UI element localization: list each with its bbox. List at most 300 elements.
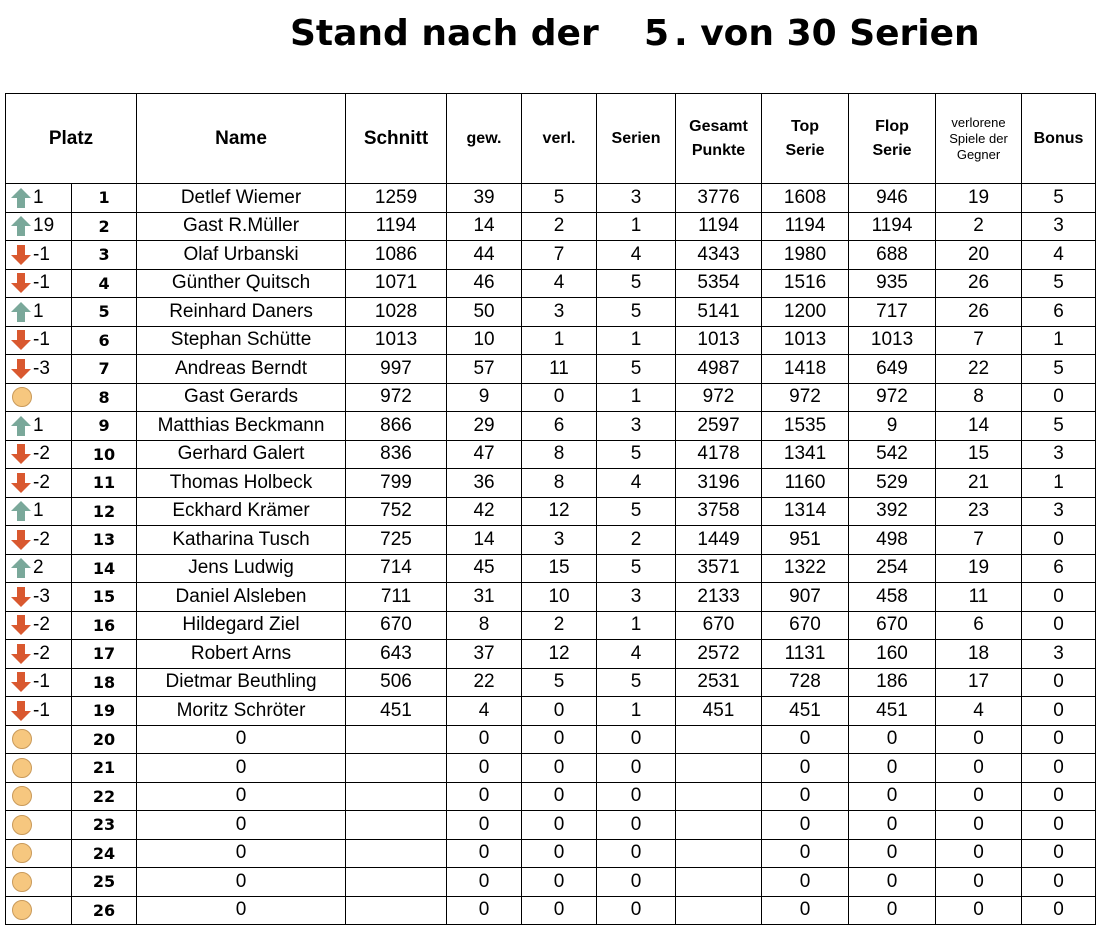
top-cell: 1341 bbox=[762, 440, 849, 469]
gesamt-cell: 1013 bbox=[676, 326, 762, 355]
arrow-down-icon bbox=[10, 272, 32, 294]
trend-value: -2 bbox=[33, 528, 50, 550]
verlorene-cell: 15 bbox=[936, 440, 1022, 469]
gesamt-cell: 1449 bbox=[676, 526, 762, 555]
gesamt-cell: 670 bbox=[676, 611, 762, 640]
verlorene-cell: 7 bbox=[936, 326, 1022, 355]
rank-cell: 22 bbox=[72, 782, 137, 811]
rank-cell: 14 bbox=[72, 554, 137, 583]
bonus-cell: 0 bbox=[1022, 526, 1096, 555]
table-row bbox=[6, 640, 1096, 669]
name-cell: Matthias Beckmann bbox=[137, 412, 346, 441]
gesamt-cell: 3776 bbox=[676, 184, 762, 213]
title-text: Stand nach der bbox=[290, 13, 599, 54]
schnitt-cell: 451 bbox=[346, 697, 447, 726]
flop-cell: 972 bbox=[849, 383, 936, 412]
arrow-down-icon bbox=[10, 472, 32, 494]
serien-cell: 5 bbox=[597, 554, 676, 583]
top-cell: 1160 bbox=[762, 469, 849, 498]
trend-value: 1 bbox=[33, 186, 44, 208]
serien-cell: 1 bbox=[597, 383, 676, 412]
trend-cell bbox=[6, 782, 72, 811]
gew-cell: 0 bbox=[447, 725, 522, 754]
rank-cell: 11 bbox=[72, 469, 137, 498]
header-verlorene-line1: verlorene bbox=[951, 114, 1006, 130]
gew-cell: 37 bbox=[447, 640, 522, 669]
rank-cell: 13 bbox=[72, 526, 137, 555]
verl-cell: 4 bbox=[522, 269, 597, 298]
serien-cell: 5 bbox=[597, 269, 676, 298]
top-cell: 728 bbox=[762, 668, 849, 697]
name-cell: Gast R.Müller bbox=[137, 212, 346, 241]
table-row bbox=[6, 355, 1096, 384]
name-cell: Gerhard Galert bbox=[137, 440, 346, 469]
schnitt-cell bbox=[346, 754, 447, 783]
gesamt-cell: 4987 bbox=[676, 355, 762, 384]
schnitt-cell bbox=[346, 868, 447, 897]
gesamt-cell bbox=[676, 754, 762, 783]
name-cell: Robert Arns bbox=[137, 640, 346, 669]
title-total-series: . von 30 Serien bbox=[674, 13, 980, 54]
name-cell: 0 bbox=[137, 811, 346, 840]
top-cell: 1194 bbox=[762, 212, 849, 241]
gew-cell: 57 bbox=[447, 355, 522, 384]
rank-cell: 6 bbox=[72, 326, 137, 355]
gew-cell: 46 bbox=[447, 269, 522, 298]
verl-cell: 0 bbox=[522, 725, 597, 754]
rank-cell: 25 bbox=[72, 868, 137, 897]
verlorene-cell: 11 bbox=[936, 583, 1022, 612]
gesamt-cell bbox=[676, 811, 762, 840]
serien-cell: 4 bbox=[597, 241, 676, 270]
trend-cell bbox=[6, 697, 72, 726]
bonus-cell: 0 bbox=[1022, 725, 1096, 754]
gew-cell: 0 bbox=[447, 782, 522, 811]
schnitt-cell: 1013 bbox=[346, 326, 447, 355]
verlorene-cell: 19 bbox=[936, 184, 1022, 213]
verl-cell: 3 bbox=[522, 298, 597, 327]
verl-cell: 11 bbox=[522, 355, 597, 384]
trend-cell bbox=[6, 355, 72, 384]
gew-cell: 8 bbox=[447, 611, 522, 640]
top-cell: 0 bbox=[762, 896, 849, 925]
verl-cell: 0 bbox=[522, 868, 597, 897]
trend-value: 19 bbox=[33, 215, 55, 237]
flop-cell: 9 bbox=[849, 412, 936, 441]
schnitt-cell: 1086 bbox=[346, 241, 447, 270]
top-cell: 0 bbox=[762, 754, 849, 783]
gesamt-cell: 2572 bbox=[676, 640, 762, 669]
verl-cell: 5 bbox=[522, 668, 597, 697]
table-row bbox=[6, 896, 1096, 925]
trend-cell bbox=[6, 611, 72, 640]
schnitt-cell bbox=[346, 782, 447, 811]
gew-cell: 0 bbox=[447, 868, 522, 897]
schnitt-cell: 752 bbox=[346, 497, 447, 526]
top-cell: 1322 bbox=[762, 554, 849, 583]
gew-cell: 22 bbox=[447, 668, 522, 697]
bonus-cell: 0 bbox=[1022, 811, 1096, 840]
verl-cell: 0 bbox=[522, 896, 597, 925]
serien-cell: 5 bbox=[597, 355, 676, 384]
gew-cell: 50 bbox=[447, 298, 522, 327]
header-serien: Serien bbox=[597, 94, 676, 184]
name-cell: Stephan Schütte bbox=[137, 326, 346, 355]
flop-cell: 186 bbox=[849, 668, 936, 697]
serien-cell: 5 bbox=[597, 298, 676, 327]
header-name: Name bbox=[137, 94, 346, 184]
top-cell: 1131 bbox=[762, 640, 849, 669]
verlorene-cell: 23 bbox=[936, 497, 1022, 526]
verlorene-cell: 4 bbox=[936, 697, 1022, 726]
table-row bbox=[6, 469, 1096, 498]
trend-cell bbox=[6, 497, 72, 526]
unchanged-dot-icon bbox=[12, 872, 32, 892]
gesamt-cell bbox=[676, 782, 762, 811]
schnitt-cell: 836 bbox=[346, 440, 447, 469]
gew-cell: 10 bbox=[447, 326, 522, 355]
serien-cell: 0 bbox=[597, 839, 676, 868]
verlorene-cell: 18 bbox=[936, 640, 1022, 669]
trend-value: -3 bbox=[33, 585, 50, 607]
rank-cell: 15 bbox=[72, 583, 137, 612]
rank-cell: 2 bbox=[72, 212, 137, 241]
gew-cell: 31 bbox=[447, 583, 522, 612]
table-row bbox=[6, 811, 1096, 840]
gesamt-cell: 2597 bbox=[676, 412, 762, 441]
name-cell: 0 bbox=[137, 839, 346, 868]
gesamt-cell: 3758 bbox=[676, 497, 762, 526]
verlorene-cell: 0 bbox=[936, 868, 1022, 897]
serien-cell: 5 bbox=[597, 668, 676, 697]
verl-cell: 12 bbox=[522, 497, 597, 526]
table-row bbox=[6, 611, 1096, 640]
standings-table bbox=[5, 93, 1096, 925]
title-series-number: 5 bbox=[644, 13, 670, 54]
trend-cell bbox=[6, 811, 72, 840]
rank-cell: 1 bbox=[72, 184, 137, 213]
schnitt-cell bbox=[346, 896, 447, 925]
verl-cell: 15 bbox=[522, 554, 597, 583]
gesamt-cell bbox=[676, 868, 762, 897]
serien-cell: 3 bbox=[597, 412, 676, 441]
bonus-cell: 6 bbox=[1022, 554, 1096, 583]
unchanged-dot-icon bbox=[12, 758, 32, 778]
top-cell: 1418 bbox=[762, 355, 849, 384]
table-row bbox=[6, 526, 1096, 555]
arrow-up-icon bbox=[10, 500, 32, 522]
arrow-down-icon bbox=[10, 614, 32, 636]
schnitt-cell: 997 bbox=[346, 355, 447, 384]
schnitt-cell: 711 bbox=[346, 583, 447, 612]
name-cell: Eckhard Krämer bbox=[137, 497, 346, 526]
verlorene-cell: 0 bbox=[936, 725, 1022, 754]
gew-cell: 36 bbox=[447, 469, 522, 498]
verlorene-cell: 0 bbox=[936, 754, 1022, 783]
schnitt-cell: 1259 bbox=[346, 184, 447, 213]
bonus-cell: 3 bbox=[1022, 212, 1096, 241]
header-verlorene-spiele bbox=[936, 94, 1022, 184]
gew-cell: 0 bbox=[447, 754, 522, 783]
serien-cell: 3 bbox=[597, 184, 676, 213]
top-cell: 451 bbox=[762, 697, 849, 726]
bonus-cell: 0 bbox=[1022, 782, 1096, 811]
verl-cell: 0 bbox=[522, 782, 597, 811]
trend-value: 2 bbox=[33, 557, 44, 579]
verlorene-cell: 14 bbox=[936, 412, 1022, 441]
table-row bbox=[6, 241, 1096, 270]
top-cell: 1314 bbox=[762, 497, 849, 526]
top-cell: 1200 bbox=[762, 298, 849, 327]
verl-cell: 0 bbox=[522, 697, 597, 726]
trend-cell bbox=[6, 269, 72, 298]
name-cell: Jens Ludwig bbox=[137, 554, 346, 583]
bonus-cell: 0 bbox=[1022, 697, 1096, 726]
table-row bbox=[6, 212, 1096, 241]
header-gew: gew. bbox=[447, 94, 522, 184]
name-cell: Reinhard Daners bbox=[137, 298, 346, 327]
header-flop-line2: Serie bbox=[872, 141, 912, 159]
verl-cell: 12 bbox=[522, 640, 597, 669]
schnitt-cell: 972 bbox=[346, 383, 447, 412]
header-verlorene-line2: Spiele der bbox=[949, 130, 1008, 146]
trend-cell bbox=[6, 725, 72, 754]
verlorene-cell: 0 bbox=[936, 811, 1022, 840]
serien-cell: 0 bbox=[597, 782, 676, 811]
top-cell: 972 bbox=[762, 383, 849, 412]
table-row bbox=[6, 412, 1096, 441]
table-row bbox=[6, 298, 1096, 327]
trend-cell bbox=[6, 440, 72, 469]
arrow-down-icon bbox=[10, 329, 32, 351]
bonus-cell: 6 bbox=[1022, 298, 1096, 327]
table-row bbox=[6, 697, 1096, 726]
schnitt-cell: 1194 bbox=[346, 212, 447, 241]
arrow-up-icon bbox=[10, 215, 32, 237]
trend-value: -1 bbox=[33, 243, 50, 265]
trend-cell bbox=[6, 896, 72, 925]
name-cell: 0 bbox=[137, 868, 346, 897]
rank-cell: 18 bbox=[72, 668, 137, 697]
trend-cell bbox=[6, 583, 72, 612]
trend-value: -1 bbox=[33, 699, 50, 721]
serien-cell: 3 bbox=[597, 583, 676, 612]
table-row bbox=[6, 839, 1096, 868]
flop-cell: 688 bbox=[849, 241, 936, 270]
bonus-cell: 1 bbox=[1022, 326, 1096, 355]
verl-cell: 5 bbox=[522, 184, 597, 213]
arrow-down-icon bbox=[10, 671, 32, 693]
trend-value: -1 bbox=[33, 329, 50, 351]
bonus-cell: 0 bbox=[1022, 611, 1096, 640]
trend-cell bbox=[6, 184, 72, 213]
trend-value: -2 bbox=[33, 642, 50, 664]
verl-cell: 3 bbox=[522, 526, 597, 555]
top-cell: 1608 bbox=[762, 184, 849, 213]
gew-cell: 47 bbox=[447, 440, 522, 469]
verlorene-cell: 19 bbox=[936, 554, 1022, 583]
bonus-cell: 5 bbox=[1022, 269, 1096, 298]
trend-value: 1 bbox=[33, 300, 44, 322]
verlorene-cell: 2 bbox=[936, 212, 1022, 241]
gew-cell: 29 bbox=[447, 412, 522, 441]
gesamt-cell: 5141 bbox=[676, 298, 762, 327]
verl-cell: 8 bbox=[522, 469, 597, 498]
top-cell: 0 bbox=[762, 839, 849, 868]
arrow-down-icon bbox=[10, 586, 32, 608]
verlorene-cell: 21 bbox=[936, 469, 1022, 498]
top-cell: 1516 bbox=[762, 269, 849, 298]
flop-cell: 935 bbox=[849, 269, 936, 298]
table-row bbox=[6, 184, 1096, 213]
gew-cell: 0 bbox=[447, 839, 522, 868]
flop-cell: 0 bbox=[849, 868, 936, 897]
trend-cell bbox=[6, 298, 72, 327]
name-cell: 0 bbox=[137, 896, 346, 925]
rank-cell: 9 bbox=[72, 412, 137, 441]
name-cell: Katharina Tusch bbox=[137, 526, 346, 555]
name-cell: Dietmar Beuthling bbox=[137, 668, 346, 697]
gew-cell: 4 bbox=[447, 697, 522, 726]
table-row bbox=[6, 868, 1096, 897]
gesamt-cell: 5354 bbox=[676, 269, 762, 298]
gew-cell: 39 bbox=[447, 184, 522, 213]
verl-cell: 8 bbox=[522, 440, 597, 469]
trend-value: 1 bbox=[33, 500, 44, 522]
gesamt-cell bbox=[676, 839, 762, 868]
name-cell: 0 bbox=[137, 782, 346, 811]
arrow-down-icon bbox=[10, 358, 32, 380]
bonus-cell: 5 bbox=[1022, 412, 1096, 441]
verl-cell: 6 bbox=[522, 412, 597, 441]
verl-cell: 0 bbox=[522, 754, 597, 783]
serien-cell: 4 bbox=[597, 469, 676, 498]
trend-cell bbox=[6, 640, 72, 669]
bonus-cell: 3 bbox=[1022, 440, 1096, 469]
schnitt-cell: 725 bbox=[346, 526, 447, 555]
header-flop-serie bbox=[849, 94, 936, 184]
trend-cell bbox=[6, 241, 72, 270]
bonus-cell: 0 bbox=[1022, 896, 1096, 925]
arrow-down-icon bbox=[10, 700, 32, 722]
header-verl: verl. bbox=[522, 94, 597, 184]
rank-cell: 20 bbox=[72, 725, 137, 754]
gew-cell: 0 bbox=[447, 896, 522, 925]
gesamt-cell: 972 bbox=[676, 383, 762, 412]
flop-cell: 498 bbox=[849, 526, 936, 555]
verlorene-cell: 7 bbox=[936, 526, 1022, 555]
verl-cell: 7 bbox=[522, 241, 597, 270]
rank-cell: 19 bbox=[72, 697, 137, 726]
table-row bbox=[6, 754, 1096, 783]
name-cell: Olaf Urbanski bbox=[137, 241, 346, 270]
trend-cell bbox=[6, 554, 72, 583]
header-verlorene-line3: Gegner bbox=[956, 146, 1001, 162]
schnitt-cell bbox=[346, 839, 447, 868]
bonus-cell: 1 bbox=[1022, 469, 1096, 498]
flop-cell: 0 bbox=[849, 811, 936, 840]
table-row bbox=[6, 782, 1096, 811]
verlorene-cell: 0 bbox=[936, 782, 1022, 811]
gesamt-cell bbox=[676, 725, 762, 754]
schnitt-cell: 1071 bbox=[346, 269, 447, 298]
table-row bbox=[6, 497, 1096, 526]
top-cell: 951 bbox=[762, 526, 849, 555]
table-row bbox=[6, 583, 1096, 612]
arrow-down-icon bbox=[10, 443, 32, 465]
rank-cell: 23 bbox=[72, 811, 137, 840]
gesamt-cell: 2133 bbox=[676, 583, 762, 612]
flop-cell: 1194 bbox=[849, 212, 936, 241]
gesamt-cell: 1194 bbox=[676, 212, 762, 241]
trend-value: -1 bbox=[33, 272, 50, 294]
table-body bbox=[6, 184, 1096, 925]
unchanged-dot-icon bbox=[12, 786, 32, 806]
table-row bbox=[6, 383, 1096, 412]
verl-cell: 2 bbox=[522, 611, 597, 640]
bonus-cell: 3 bbox=[1022, 497, 1096, 526]
table-row bbox=[6, 668, 1096, 697]
trend-value: -1 bbox=[33, 671, 50, 693]
verl-cell: 0 bbox=[522, 383, 597, 412]
table-row bbox=[6, 440, 1096, 469]
flop-cell: 392 bbox=[849, 497, 936, 526]
trend-cell bbox=[6, 326, 72, 355]
arrow-down-icon bbox=[10, 529, 32, 551]
arrow-up-icon bbox=[10, 301, 32, 323]
unchanged-dot-icon bbox=[12, 729, 32, 749]
trend-cell bbox=[6, 412, 72, 441]
gew-cell: 45 bbox=[447, 554, 522, 583]
trend-cell bbox=[6, 469, 72, 498]
gew-cell: 9 bbox=[447, 383, 522, 412]
gew-cell: 0 bbox=[447, 811, 522, 840]
header-top-serie bbox=[762, 94, 849, 184]
header-gesamt-line2: Punkte bbox=[691, 141, 746, 159]
header-schnitt: Schnitt bbox=[346, 94, 447, 184]
name-cell: Andreas Berndt bbox=[137, 355, 346, 384]
rank-cell: 16 bbox=[72, 611, 137, 640]
verlorene-cell: 22 bbox=[936, 355, 1022, 384]
unchanged-dot-icon bbox=[12, 815, 32, 835]
serien-cell: 1 bbox=[597, 611, 676, 640]
unchanged-dot-icon bbox=[12, 387, 32, 407]
gesamt-cell bbox=[676, 896, 762, 925]
trend-cell bbox=[6, 212, 72, 241]
name-cell: 0 bbox=[137, 725, 346, 754]
flop-cell: 0 bbox=[849, 839, 936, 868]
top-cell: 907 bbox=[762, 583, 849, 612]
arrow-up-icon bbox=[10, 187, 32, 209]
rank-cell: 12 bbox=[72, 497, 137, 526]
gesamt-cell: 4343 bbox=[676, 241, 762, 270]
serien-cell: 1 bbox=[597, 326, 676, 355]
gesamt-cell: 3571 bbox=[676, 554, 762, 583]
table-row bbox=[6, 554, 1096, 583]
serien-cell: 0 bbox=[597, 896, 676, 925]
top-cell: 0 bbox=[762, 868, 849, 897]
serien-cell: 1 bbox=[597, 697, 676, 726]
flop-cell: 160 bbox=[849, 640, 936, 669]
trend-cell bbox=[6, 668, 72, 697]
trend-value: -2 bbox=[33, 614, 50, 636]
flop-cell: 0 bbox=[849, 782, 936, 811]
flop-cell: 542 bbox=[849, 440, 936, 469]
flop-cell: 1013 bbox=[849, 326, 936, 355]
trend-cell bbox=[6, 839, 72, 868]
name-cell: Thomas Holbeck bbox=[137, 469, 346, 498]
rank-cell: 26 bbox=[72, 896, 137, 925]
